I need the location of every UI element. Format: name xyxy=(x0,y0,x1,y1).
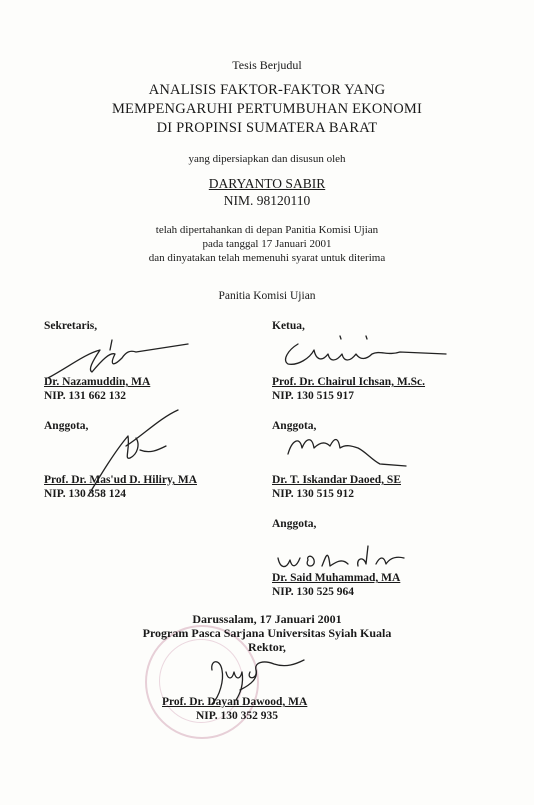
member2-nip: NIP. 130 515 912 xyxy=(272,488,354,500)
thesis-title-line-3: DI PROPINSI SUMATERA BARAT xyxy=(156,120,378,136)
defense-line-1: telah dipertahankan di depan Panitia Komisi Ujian xyxy=(155,224,379,236)
member3-role: Anggota, xyxy=(272,518,317,530)
member1-signature xyxy=(80,406,190,501)
member1-role: Anggota, xyxy=(44,420,89,432)
chair-nip: NIP. 130 515 917 xyxy=(272,390,354,402)
author-name: DARYANTO SABIR xyxy=(208,176,326,191)
thesis-title-line-1: ANALISIS FAKTOR-FAKTOR YANG xyxy=(148,82,386,98)
place-date: Darussalam, 17 Januari 2001 xyxy=(192,612,342,626)
prepared-by-text: yang dipersiapkan dan disusun oleh xyxy=(188,153,346,165)
member1-nip: NIP. 130 358 124 xyxy=(44,488,126,500)
secretary-role: Sekretaris, xyxy=(44,320,98,332)
chair-name: Prof. Dr. Chairul Ichsan, M.Sc. xyxy=(272,376,426,388)
member1-name: Prof. Dr. Mas'ud D. Hiliry, MA xyxy=(44,474,198,486)
member2-signature xyxy=(280,426,410,471)
defense-line-2: pada tanggal 17 Januari 2001 xyxy=(202,238,332,250)
secretary-nip: NIP. 131 662 132 xyxy=(44,390,126,402)
member3-name: Dr. Said Muhammad, MA xyxy=(272,572,401,584)
committee-heading: Panitia Komisi Ujian xyxy=(218,290,316,302)
rector-name: Prof. Dr. Dayan Dawood, MA xyxy=(162,696,308,708)
member3-nip: NIP. 130 525 964 xyxy=(272,586,354,598)
chair-role: Ketua, xyxy=(272,320,305,332)
secretary-name: Dr. Nazamuddin, MA xyxy=(44,376,151,388)
thesis-title-line-2: MEMPENGARUHI PERTUMBUHAN EKONOMI xyxy=(111,101,423,117)
thesis-intro: Tesis Berjudul xyxy=(232,58,302,72)
rector-role: Rektor, xyxy=(248,640,286,654)
chair-signature xyxy=(270,330,450,380)
author-nim: NIM. 98120110 xyxy=(223,193,311,208)
member2-name: Dr. T. Iskandar Daoed, SE xyxy=(272,474,401,486)
rector-nip: NIP. 130 352 935 xyxy=(196,710,278,722)
defense-line-3: dan dinyatakan telah memenuhi syarat untuk diterima xyxy=(148,252,386,264)
member2-role: Anggota, xyxy=(272,420,317,432)
institution-name: Program Pasca Sarjana Universitas Syiah Kuala xyxy=(142,626,392,640)
